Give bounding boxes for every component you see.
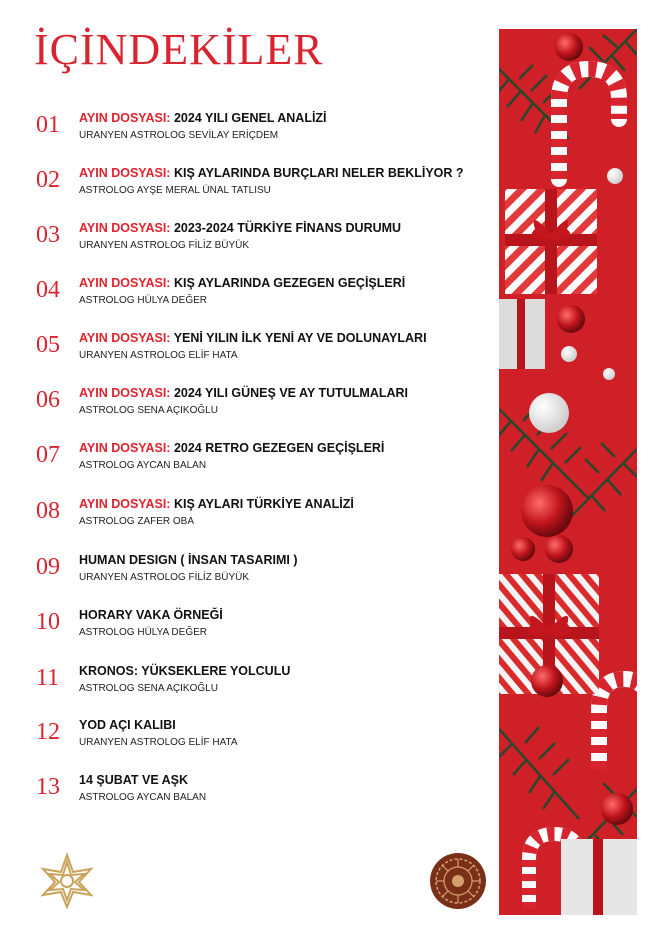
toc-title-text: KIŞ AYLARINDA GEZEGEN GEÇİŞLERİ bbox=[170, 276, 406, 290]
toc-number: 05 bbox=[36, 332, 60, 358]
toc-number: 01 bbox=[36, 112, 60, 138]
toc-item-03[interactable] bbox=[36, 221, 496, 261]
toc-author: ASTROLOG AYCAN BALAN bbox=[79, 792, 207, 803]
toc-title-text: KIŞ AYLARINDA BURÇLARI NELER BEKLİYOR ? bbox=[170, 166, 464, 180]
toc-title bbox=[79, 221, 401, 235]
toc-number: 13 bbox=[36, 774, 60, 800]
toc-author: ASTROLOG HÜLYA DEĞER bbox=[79, 295, 207, 306]
toc-title: HUMAN DESIGN ( İNSAN TASARIMI ) bbox=[79, 553, 298, 567]
toc-author: ASTROLOG SENA AÇIKOĞLU bbox=[79, 683, 218, 694]
toc-item-01[interactable] bbox=[36, 111, 496, 151]
toc-title-text: 2023-2024 TÜRKİYE FİNANS DURUMU bbox=[170, 221, 402, 235]
toc-title bbox=[79, 166, 464, 180]
toc-author: ASTROLOG ZAFER OBA bbox=[79, 516, 195, 527]
toc-number: 03 bbox=[36, 222, 60, 248]
toc-title bbox=[79, 276, 405, 290]
toc-item-13[interactable] bbox=[36, 773, 496, 813]
toc-number: 11 bbox=[36, 665, 60, 691]
toc-author: URANYEN ASTROLOG SEVİLAY ERİÇDEM bbox=[79, 130, 279, 141]
toc-number: 07 bbox=[36, 442, 60, 468]
toc-item-07[interactable] bbox=[36, 441, 496, 481]
toc-title bbox=[79, 441, 384, 455]
toc-author: URANYEN ASTROLOG FİLİZ BÜYÜK bbox=[79, 240, 250, 251]
toc-author: URANYEN ASTROLOG ELİF HATA bbox=[79, 737, 238, 748]
toc-author: URANYEN ASTROLOG ELİF HATA bbox=[79, 350, 238, 361]
toc-item-10[interactable] bbox=[36, 608, 496, 648]
toc-number: 04 bbox=[36, 277, 60, 303]
toc-author: ASTROLOG HÜLYA DEĞER bbox=[79, 627, 207, 638]
toc-item-09[interactable] bbox=[36, 553, 496, 593]
toc-title: KRONOS: YÜKSEKLERE YOLCULU bbox=[79, 664, 291, 678]
toc-author: ASTROLOG AYCAN BALAN bbox=[79, 460, 207, 471]
toc-author: URANYEN ASTROLOG FİLİZ BÜYÜK bbox=[79, 572, 250, 583]
toc-title: 14 ŞUBAT VE AŞK bbox=[79, 773, 189, 787]
toc-prefix: AYIN DOSYASI: bbox=[79, 331, 171, 345]
toc-item-02[interactable] bbox=[36, 166, 496, 206]
toc-title: YOD AÇI KALIBI bbox=[79, 718, 176, 732]
toc-prefix: AYIN DOSYASI: bbox=[79, 276, 171, 290]
toc-prefix: AYIN DOSYASI: bbox=[79, 221, 171, 235]
toc-number: 08 bbox=[36, 498, 60, 524]
toc-title-text: 2024 YILI GENEL ANALİZİ bbox=[170, 111, 327, 125]
star-logo-icon bbox=[38, 852, 96, 910]
toc-title: HORARY VAKA ÖRNEĞİ bbox=[79, 608, 223, 622]
toc-title bbox=[79, 386, 408, 400]
toc-number: 09 bbox=[36, 554, 60, 580]
toc-item-04[interactable] bbox=[36, 276, 496, 316]
christmas-decor-image bbox=[499, 29, 637, 915]
toc-prefix: AYIN DOSYASI: bbox=[79, 497, 171, 511]
toc-prefix: AYIN DOSYASI: bbox=[79, 111, 171, 125]
toc-title bbox=[79, 497, 354, 511]
toc-prefix: AYIN DOSYASI: bbox=[79, 166, 171, 180]
toc-number: 10 bbox=[36, 609, 60, 635]
toc-item-11[interactable] bbox=[36, 664, 496, 704]
toc-number: 06 bbox=[36, 387, 60, 413]
toc-title bbox=[79, 331, 427, 345]
toc-author: ASTROLOG SENA AÇIKOĞLU bbox=[79, 405, 218, 416]
toc-title-text: 2024 YILI GÜNEŞ VE AY TUTULMALARI bbox=[170, 386, 409, 400]
toc-number: 12 bbox=[36, 719, 60, 745]
toc-item-08[interactable] bbox=[36, 497, 496, 537]
toc-number: 02 bbox=[36, 167, 60, 193]
toc-title-text: 2024 RETRO GEZEGEN GEÇİŞLERİ bbox=[170, 441, 385, 455]
toc-prefix: AYIN DOSYASI: bbox=[79, 441, 171, 455]
christmas-decor-graphic bbox=[499, 29, 637, 915]
toc-item-12[interactable] bbox=[36, 718, 496, 758]
toc-title bbox=[79, 111, 327, 125]
toc-item-05[interactable] bbox=[36, 331, 496, 371]
toc-title-text: KIŞ AYLARI TÜRKİYE ANALİZİ bbox=[170, 497, 354, 511]
toc-title-text: YENİ YILIN İLK YENİ AY VE DOLUNAYLARI bbox=[170, 331, 427, 345]
emblem-logo-icon bbox=[429, 852, 487, 910]
toc-prefix: AYIN DOSYASI: bbox=[79, 386, 171, 400]
page-title: İÇİNDEKİLER bbox=[34, 25, 324, 74]
toc-item-06[interactable] bbox=[36, 386, 496, 426]
toc-author: ASTROLOG AYŞE MERAL ÜNAL TATLISU bbox=[79, 185, 271, 196]
